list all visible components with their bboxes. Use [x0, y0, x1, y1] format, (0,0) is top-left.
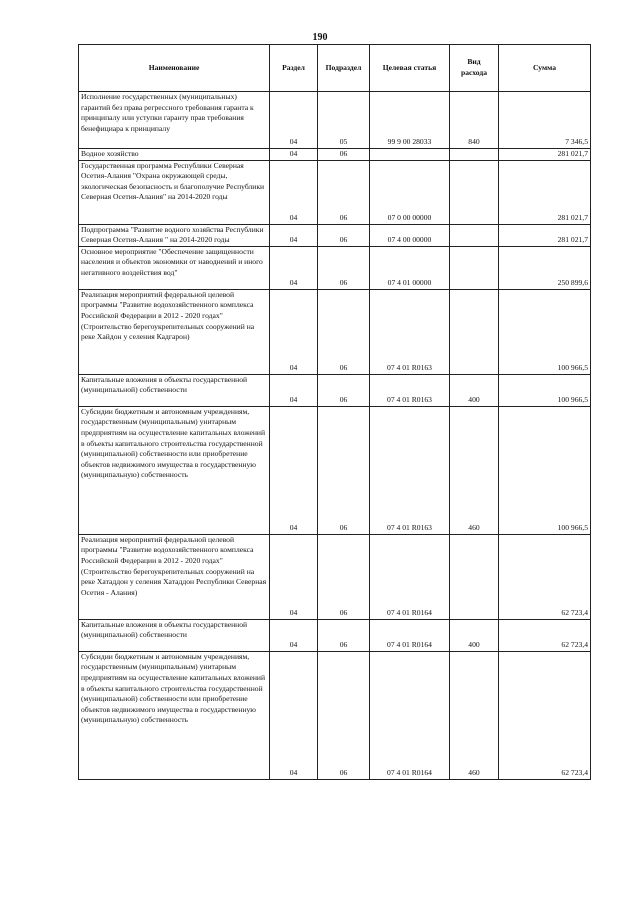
row-target-cell: 07 4 01 R0164 [370, 534, 450, 619]
row-section-cell: 04 [270, 246, 318, 289]
row-subsection-cell: 06 [318, 534, 370, 619]
table-row [79, 224, 591, 246]
row-name-cell: Реализация мероприятий федеральной целевой программы "Развитие водохозяйственного комплекса Российской Федерации в 2012 - 2020 годах" (Строительство берегоукрепительных сооружений на реке Хайдон у селения Кадгарон) [79, 289, 270, 374]
row-section-cell: 04 [270, 92, 318, 149]
row-expense-cell [450, 534, 499, 619]
header-row [79, 45, 591, 92]
row-name-cell: Реализация мероприятий федеральной целевой программы "Развитие водохозяйственного комплекса Российской Федерации в 2012 - 2020 годах" (Строительство берегоукрепительных сооружений на реке Хатаддон у селения Хатаддон Республики Северная Осетия - Алания) [79, 534, 270, 619]
table-row [79, 149, 591, 161]
row-section-cell: 04 [270, 619, 318, 651]
row-subsection-cell: 05 [318, 92, 370, 149]
row-sum-cell: 100 966,5 [499, 406, 591, 534]
row-sum-cell: 100 966,5 [499, 374, 591, 406]
row-subsection-cell: 06 [318, 651, 370, 779]
row-subsection-cell: 06 [318, 224, 370, 246]
row-expense-cell [450, 246, 499, 289]
row-sum-cell: 250 899,6 [499, 246, 591, 289]
row-name-cell: Государственная программа Республики Северная Осетия-Алания "Охрана окружающей среды, экологическая безопасность и благополучие Республики Северная Осетия-Алания" на 2014-2020 годы [79, 160, 270, 224]
header-section: Раздел [270, 45, 318, 92]
row-target-cell: 07 4 01 R0163 [370, 406, 450, 534]
row-subsection-cell: 06 [318, 406, 370, 534]
row-subsection-cell: 06 [318, 619, 370, 651]
row-section-cell: 04 [270, 289, 318, 374]
row-subsection-cell: 06 [318, 289, 370, 374]
row-expense-cell: 840 [450, 92, 499, 149]
row-subsection-cell: 06 [318, 149, 370, 161]
row-expense-cell [450, 224, 499, 246]
header-sum: Сумма [499, 45, 591, 92]
row-name-cell: Водное хозяйство [79, 149, 270, 161]
row-sum-cell: 281 021,7 [499, 224, 591, 246]
row-section-cell: 04 [270, 534, 318, 619]
table-row [79, 374, 591, 406]
row-subsection-cell: 06 [318, 246, 370, 289]
row-sum-cell: 62 723,4 [499, 651, 591, 779]
header-subsection: Подраздел [318, 45, 370, 92]
table-row [79, 619, 591, 651]
row-target-cell: 07 4 01 R0163 [370, 289, 450, 374]
row-target-cell: 99 9 00 28033 [370, 92, 450, 149]
header-expense-line2: расхода [460, 68, 487, 77]
row-target-cell: 07 4 01 R0164 [370, 651, 450, 779]
row-sum-cell: 62 723,4 [499, 534, 591, 619]
table-row [79, 534, 591, 619]
row-section-cell: 04 [270, 374, 318, 406]
table-row [79, 406, 591, 534]
row-section-cell: 04 [270, 224, 318, 246]
row-subsection-cell: 06 [318, 160, 370, 224]
row-sum-cell: 7 346,5 [499, 92, 591, 149]
row-sum-cell: 100 966,5 [499, 289, 591, 374]
table-row [79, 289, 591, 374]
table-row [79, 92, 591, 149]
row-sum-cell: 281 021,7 [499, 149, 591, 161]
header-expense-line1: Вид [467, 57, 481, 67]
budget-table [78, 44, 591, 780]
row-name-cell: Капитальные вложения в объекты государственной (муниципальной) собственности [79, 619, 270, 651]
row-name-cell: Исполнение государственных (муниципальных) гарантий без права регрессного требования гаранта к принципалу или уступки гаранту прав требования бенефициара к принципалу [79, 92, 270, 149]
row-expense-cell: 400 [450, 374, 499, 406]
row-target-cell: 07 4 01 R0164 [370, 619, 450, 651]
row-expense-cell [450, 289, 499, 374]
row-expense-cell [450, 160, 499, 224]
row-sum-cell: 62 723,4 [499, 619, 591, 651]
row-expense-cell: 400 [450, 619, 499, 651]
row-target-cell: 07 4 01 00000 [370, 246, 450, 289]
row-section-cell: 04 [270, 149, 318, 161]
row-section-cell: 04 [270, 160, 318, 224]
row-section-cell: 04 [270, 406, 318, 534]
table-row [79, 246, 591, 289]
row-target-cell: 07 4 00 00000 [370, 224, 450, 246]
row-name-cell: Основное мероприятие "Обеспечение защищенности населения и объектов экономики от наводнений и иного негативного воздействия вод" [79, 246, 270, 289]
table-row [79, 160, 591, 224]
row-target-cell [370, 149, 450, 161]
row-expense-cell: 460 [450, 406, 499, 534]
row-target-cell: 07 0 00 00000 [370, 160, 450, 224]
row-expense-cell: 460 [450, 651, 499, 779]
row-sum-cell: 281 021,7 [499, 160, 591, 224]
row-section-cell: 04 [270, 651, 318, 779]
header-expense-type [450, 45, 499, 92]
row-name-cell: Подпрограмма "Развитие водного хозяйства Республики Северная Осетия-Алания " на 2014-2020 годы [79, 224, 270, 246]
table-row [79, 651, 591, 779]
row-name-cell: Капитальные вложения в объекты государственной (муниципальной) собственности [79, 374, 270, 406]
row-expense-cell [450, 149, 499, 161]
row-name-cell: Субсидии бюджетным и автономным учреждениям, государственным (муниципальным) унитарным предприятиям на осуществление капитальных вложений в объекты капитального строительства государственной (муниципальной) собственности или приобретение объектов недвижимого имущества в государственную (муниципальную) собственность [79, 406, 270, 534]
header-name: Наименование [79, 45, 270, 92]
header-target: Целевая статья [370, 45, 450, 92]
row-target-cell: 07 4 01 R0163 [370, 374, 450, 406]
page-number: 190 [312, 32, 328, 43]
row-subsection-cell: 06 [318, 374, 370, 406]
row-name-cell: Субсидии бюджетным и автономным учреждениям, государственным (муниципальным) унитарным предприятиям на осуществление капитальных вложений в объекты капитального строительства государственной (муниципальной) собственности или приобретение объектов недвижимого имущества в государственную (муниципальную) собственность [79, 651, 270, 779]
